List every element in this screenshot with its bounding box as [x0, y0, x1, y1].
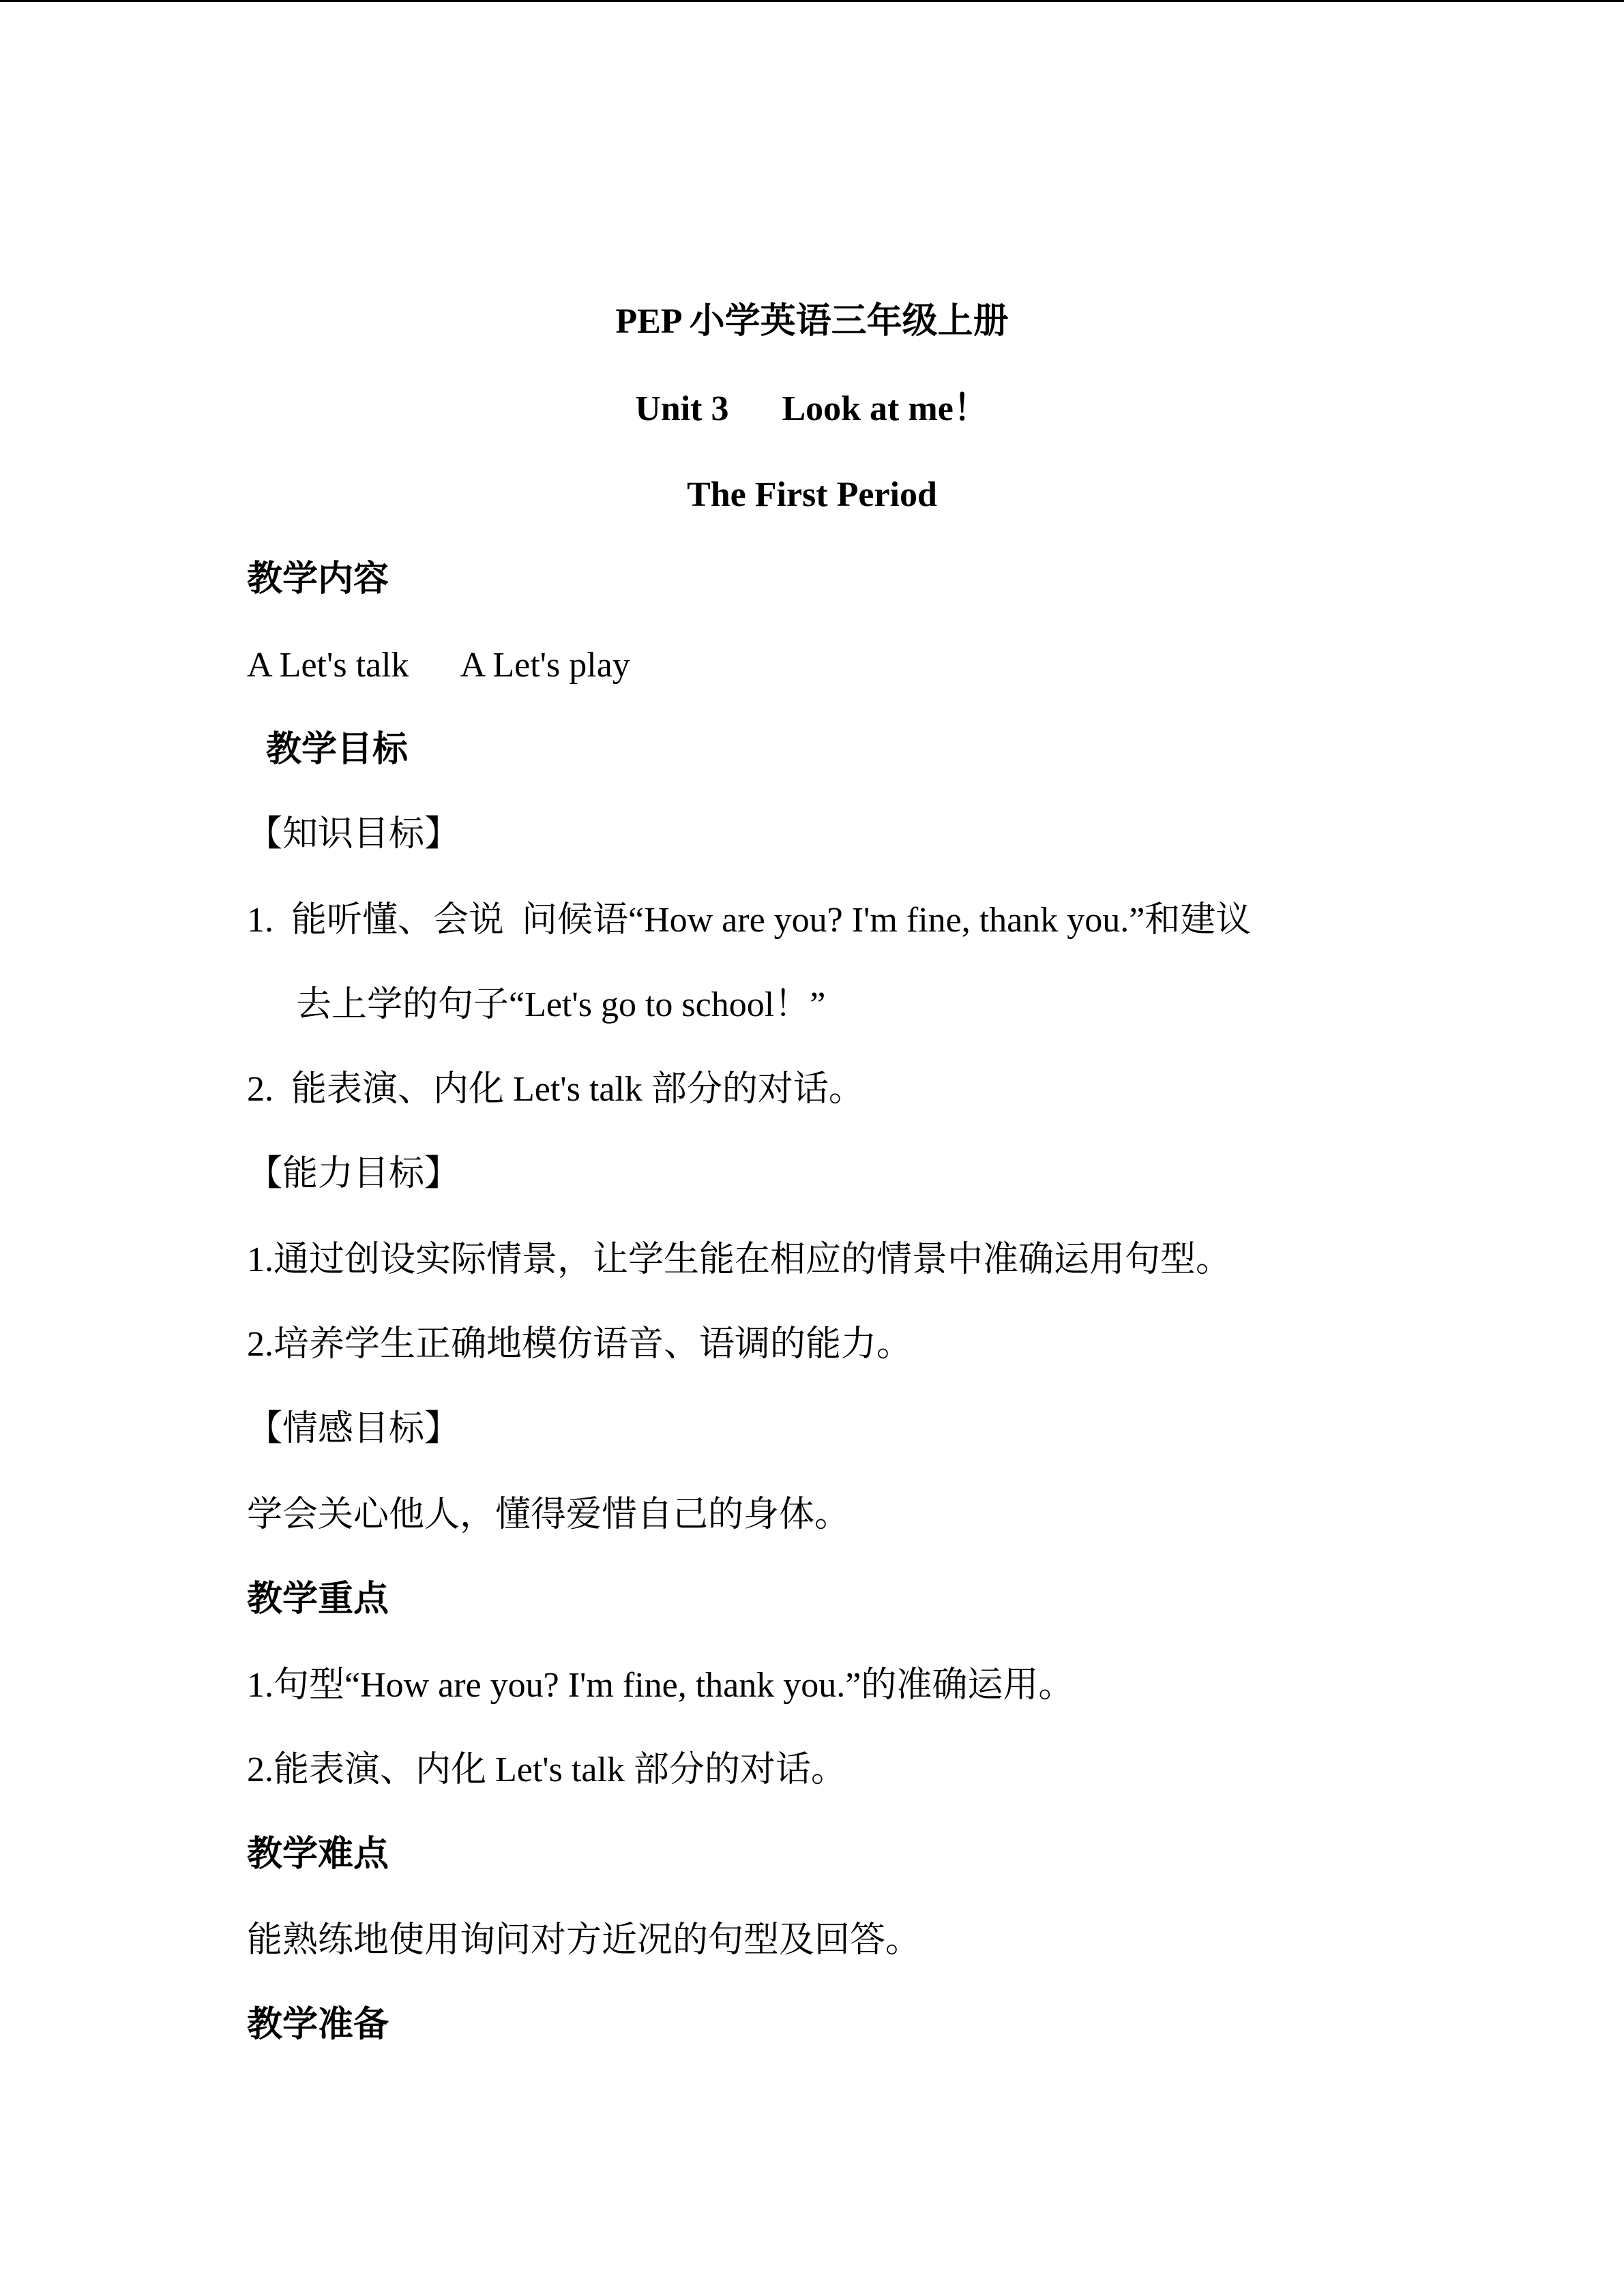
key-points-heading: 教学重点 — [247, 1580, 389, 1619]
ability-goal-2: 2.培养学生正确地模仿语音、语调的能力。 — [247, 1325, 913, 1364]
period-title: The First Period — [687, 475, 937, 514]
difficulties-heading: 教学难点 — [247, 1835, 389, 1874]
emotion-goal: 学会关心他人，懂得爱惜自己的身体。 — [247, 1495, 851, 1534]
key-point-1: 1.句型“How are you? I'm fine, thank you.”的准确运用。 — [247, 1666, 1074, 1705]
document-title: PEP 小学英语三年级上册 — [615, 302, 1009, 341]
knowledge-goal-2: 2. 能表演、内化 Let's talk 部分的对话。 — [247, 1070, 864, 1109]
key-point-2: 2.能表演、内化 Let's talk 部分的对话。 — [247, 1750, 846, 1789]
knowledge-goal-1-line-1: 1. 能听懂、会说 问候语“How are you? I'm fine, thank you.”和建议 — [247, 901, 1252, 940]
difficulty-text: 能熟练地使用询问对方近况的句型及回答。 — [247, 1921, 921, 1960]
emotion-goals-heading: 【情感目标】 — [247, 1410, 460, 1448]
knowledge-goals-heading: 【知识目标】 — [247, 815, 460, 854]
teaching-content-heading: 教学内容 — [247, 560, 389, 599]
teaching-content-text: A Let's talk A Let's play — [247, 646, 630, 685]
preparation-heading: 教学准备 — [247, 2006, 389, 2044]
knowledge-goal-1-line-2: 去上学的句子“Let's go to school！” — [296, 985, 826, 1024]
teaching-goals-heading: 教学目标 — [266, 730, 409, 769]
unit-title: Unit 3 Look at me！ — [635, 389, 989, 428]
ability-goal-1: 1.通过创设实际情景，让学生能在相应的情景中准确运用句型。 — [247, 1240, 1232, 1279]
ability-goals-heading: 【能力目标】 — [247, 1154, 460, 1193]
